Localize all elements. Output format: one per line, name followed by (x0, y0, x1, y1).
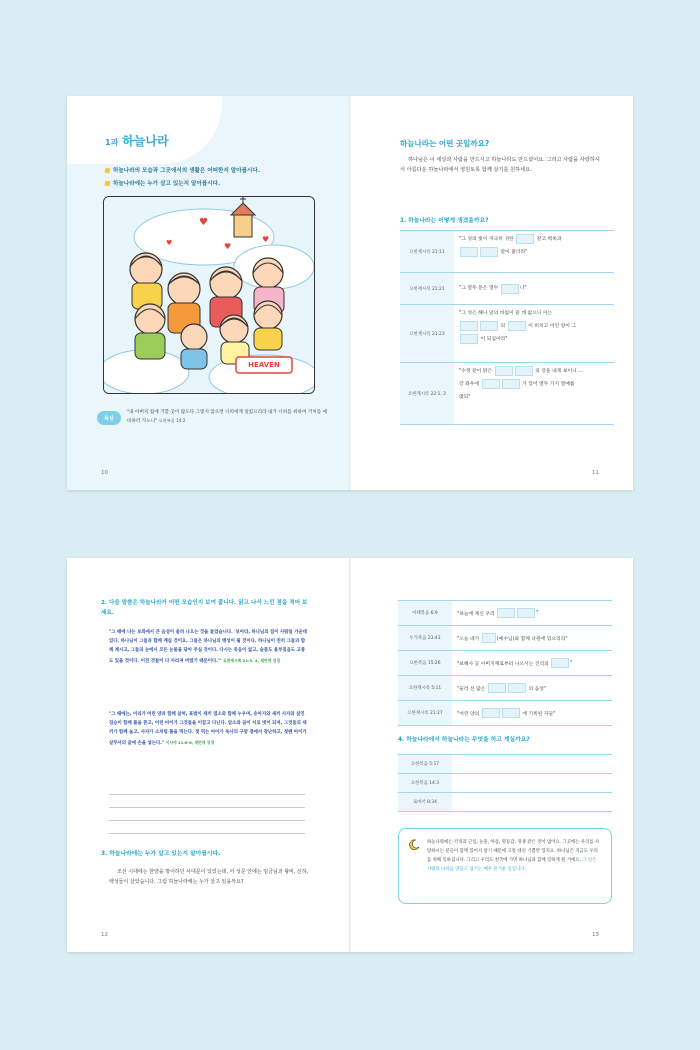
table-row (398, 701, 612, 726)
heaven-sign: HEAVEN (248, 361, 280, 369)
note-box (398, 828, 612, 904)
lesson-name: 하늘나라 (122, 134, 169, 148)
answer-box[interactable] (480, 247, 498, 257)
fill-in-text: "그 성의 빛이 지극히 귀한 같고 벽옥과 같이 맑더라" (454, 231, 614, 272)
heaven-family-illustration (103, 196, 315, 394)
moon-icon (408, 839, 420, 851)
goal-1: 하늘나라의 모습과 그곳에서의 생활은 어떠한지 알아봅시다. (105, 166, 260, 174)
verse-text: "내 아버지 집에 거할 곳이 많도다 그렇지 않으면 너희에게 일렀으리라 내가 너희를 위하여 거처를 예비하러 가노니" 요한복음 14:2 (127, 410, 328, 424)
svg-text:♥: ♥ (166, 239, 173, 247)
table-row (398, 793, 612, 812)
svg-text:♥: ♥ (224, 242, 232, 251)
page-10 (67, 96, 350, 490)
answer-box[interactable] (551, 658, 569, 668)
scripture-ref: 요한계시록 22:1, 2 (400, 363, 454, 424)
scripture-ref: 요한계시록 21:23 (400, 305, 454, 362)
answers-table (398, 754, 612, 812)
section-3-heading: 3. 하늘나라에는 누가 살고 있는지 알아봅시다. (101, 851, 221, 857)
section-4-heading: 4. 하늘나라에서 하늘나라는 무엇을 하고 계실까요? (398, 737, 530, 743)
answer-box[interactable] (515, 366, 533, 376)
memory-verse (97, 409, 329, 426)
page-12 (67, 558, 350, 952)
writing-lines[interactable] (109, 782, 305, 834)
table-row (400, 273, 614, 305)
answer-box[interactable] (517, 608, 535, 618)
page-number: 12 (101, 932, 108, 938)
scripture-ref: 요한복음 5:17 (398, 755, 452, 773)
answer-box[interactable] (482, 708, 500, 718)
answer-box[interactable] (508, 683, 526, 693)
fill-in-text: "그 열두 문은 열두 니" (454, 273, 614, 304)
page-11 (350, 96, 633, 490)
answer-box[interactable] (495, 366, 513, 376)
table-row (400, 363, 614, 425)
residents-table (398, 600, 612, 726)
quote-isaiah: "그 때에는, 이리가 어린 양과 함께 살며, 표범이 새끼 염소와 함께 누우며, 송아지와 새끼 사자와 살진 짐승이 함께 풀을 뜯고, 어린 아이가 그것들을 이끌고 다닌다. 암소와 곰이 서로 벗이 되며, 그것들의 새끼가 함께 눕고, 사자가 소처럼 풀을 먹는다. 젖 먹는 아이가 독사의 구멍 곁에서 장난하고, 젖뗀 아이가 살무사의 굴에 손을 넣는다." 이사야 11:6-8, 새번역 성경 (109, 712, 307, 746)
page-number: 10 (101, 470, 108, 476)
lesson-title (105, 132, 169, 149)
answer-box[interactable] (502, 708, 520, 718)
note-highlight: 그 일은 사람의 나라를 만들고 섬기는 매우 즐거운 일입니다. (427, 858, 597, 872)
page-number: 13 (592, 932, 599, 938)
goal-2: 하늘나라에는 누가 살고 있는지 알아봅시다. (105, 179, 220, 187)
table-row (398, 755, 612, 774)
fill-in-text: "보혜사 곧 아버지께로부터 나오시는 진리의 " (452, 651, 612, 675)
fill-in-text: "하늘에 계신 우리 " (452, 601, 612, 625)
table-row (400, 231, 614, 273)
answer-box[interactable] (460, 321, 478, 331)
table-row (398, 676, 612, 701)
section-3-paragraph: 조선 시대에는 한양을 방어하던 사대문이 있었는데, 이 성문 안에는 임금님과 왕비, 신하, 백성들이 살았습니다. 그럼 하늘나라에는 누가 살고 있을까요? (109, 869, 309, 885)
intro-paragraph: 하나님은 이 세상과 사람을 만드시고 하늘나라도 만드셨어요. 그리고 사람을 사랑하셔서 아름다운 하늘나라에서 영원토록 함께 살기를 원하세요. (400, 157, 600, 173)
answer-box[interactable] (501, 284, 519, 294)
page-13 (350, 558, 633, 952)
answer-box[interactable] (460, 334, 478, 344)
spread-pages-10-11 (67, 96, 633, 490)
answer-cell[interactable] (452, 774, 612, 792)
spread-pages-12-13 (67, 558, 633, 952)
answer-box[interactable] (516, 234, 534, 244)
answer-box[interactable] (497, 608, 515, 618)
quote-revelation: "그 때에 나는 보좌에서 큰 음성이 울려 나오는 것을 들었습니다. '보아라, 하나님의 집이 사람들 가운데 있다. 하나님이 그들과 함께 계실 것이요, 그들은 하나님의 백성이 될 것이다. 하나님이 친히 그들과 함께 계시고, 그들의 눈에서 모든 눈물을 닦아 주실 것이다. 다시는 죽음이 없고, 슬픔도 울부짖음도 고통도 있을 것이다. 이전 것들이 다 사라져 버렸기 때문이다.'" 요한계시록 21:3, 4, 새번역 성경 (109, 630, 308, 664)
answer-box[interactable] (482, 633, 496, 643)
verse-tag: 묵상 (97, 411, 121, 425)
quote-reference: 이사야 11:6-8, 새번역 성경 (165, 739, 215, 745)
quote-reference: 요한계시록 21:3, 4, 새번역 성경 (223, 657, 280, 663)
svg-text:♥: ♥ (199, 217, 208, 228)
table-row (398, 651, 612, 676)
table-row (398, 774, 612, 793)
section-1-heading: 1. 하늘나라는 어떻게 생겼을까요? (400, 218, 489, 224)
note-text: 하늘나라에는 걱정과 근심, 눈물, 아픔, 열등감, 경쟁 같은 것이 없어요. 그곳에는 우리를 사랑하시는 분들이 함께 있어서 참기 때문에 고통 대신 기쁨만 있지요. 하나님은 지금도 우리를 위해 일하십니다. 그리고 우리도 천국에 가면 하나님과 함께 일하게 될 거예요. 그 일은 사람의 나라를 만들고 섬기는 매우 즐거운 일입니다. (427, 840, 600, 872)
answer-box[interactable] (482, 379, 500, 389)
scripture-ref: 로마서 8:34 (398, 793, 452, 811)
answer-cell[interactable] (452, 793, 612, 811)
page-number: 11 (592, 470, 599, 476)
fill-in-text: "어린 양의 에 기록된 자들" (452, 701, 612, 725)
table-row (400, 305, 614, 363)
scripture-ref: 누가복음 23:43 (398, 626, 452, 650)
answer-box[interactable] (488, 683, 506, 693)
answer-box[interactable] (508, 321, 526, 331)
scripture-ref: 마태복음 6:9 (398, 601, 452, 625)
bullet-icon (105, 180, 111, 186)
scripture-ref: 요한계시록 21:27 (398, 701, 452, 725)
answer-cell[interactable] (452, 755, 612, 773)
fill-in-text: "수정 같이 맑은 의 강을 내게 보이니 … 강 좌우에 가 있어 열두 가지 열매를 맺되" (454, 363, 614, 424)
svg-text:♥: ♥ (262, 235, 270, 244)
section-2-heading: 2. 다음 말씀은 하늘나라가 어떤 모습인지 보여 줍니다. 읽고 나서 느낀 점을 적어 보세요. (101, 600, 308, 616)
scripture-ref: 요한계시록 5:11 (398, 676, 452, 700)
fill-in-text: "둘러 선 많은 의 음성" (452, 676, 612, 700)
scripture-ref: 요한복음 14:3 (398, 774, 452, 792)
scripture-table (400, 230, 614, 425)
table-row (398, 601, 612, 626)
lesson-number: 1과 (105, 138, 119, 147)
table-row (398, 626, 612, 651)
scripture-ref: 요한계시록 21:21 (400, 273, 454, 304)
answer-box[interactable] (460, 247, 478, 257)
scripture-ref: 요한복음 15:26 (398, 651, 452, 675)
bullet-icon (105, 167, 111, 173)
scripture-ref: 요한계시록 21:11 (400, 231, 454, 272)
fill-in-text: "오늘 네가 (예수님)와 함께 낙원에 있으리라" (452, 626, 612, 650)
page-heading: 하늘나라는 어떤 곳일까요? (400, 139, 490, 148)
fill-in-text: "그 성은 해나 달의 비침이 쓸 데 없으니 이는 의 이 비치고 어린 양이 그 이 되심이라" (459, 311, 577, 342)
verse-reference: 요한복음 14:2 (158, 418, 186, 423)
answer-box[interactable] (480, 321, 498, 331)
answer-box[interactable] (502, 379, 520, 389)
